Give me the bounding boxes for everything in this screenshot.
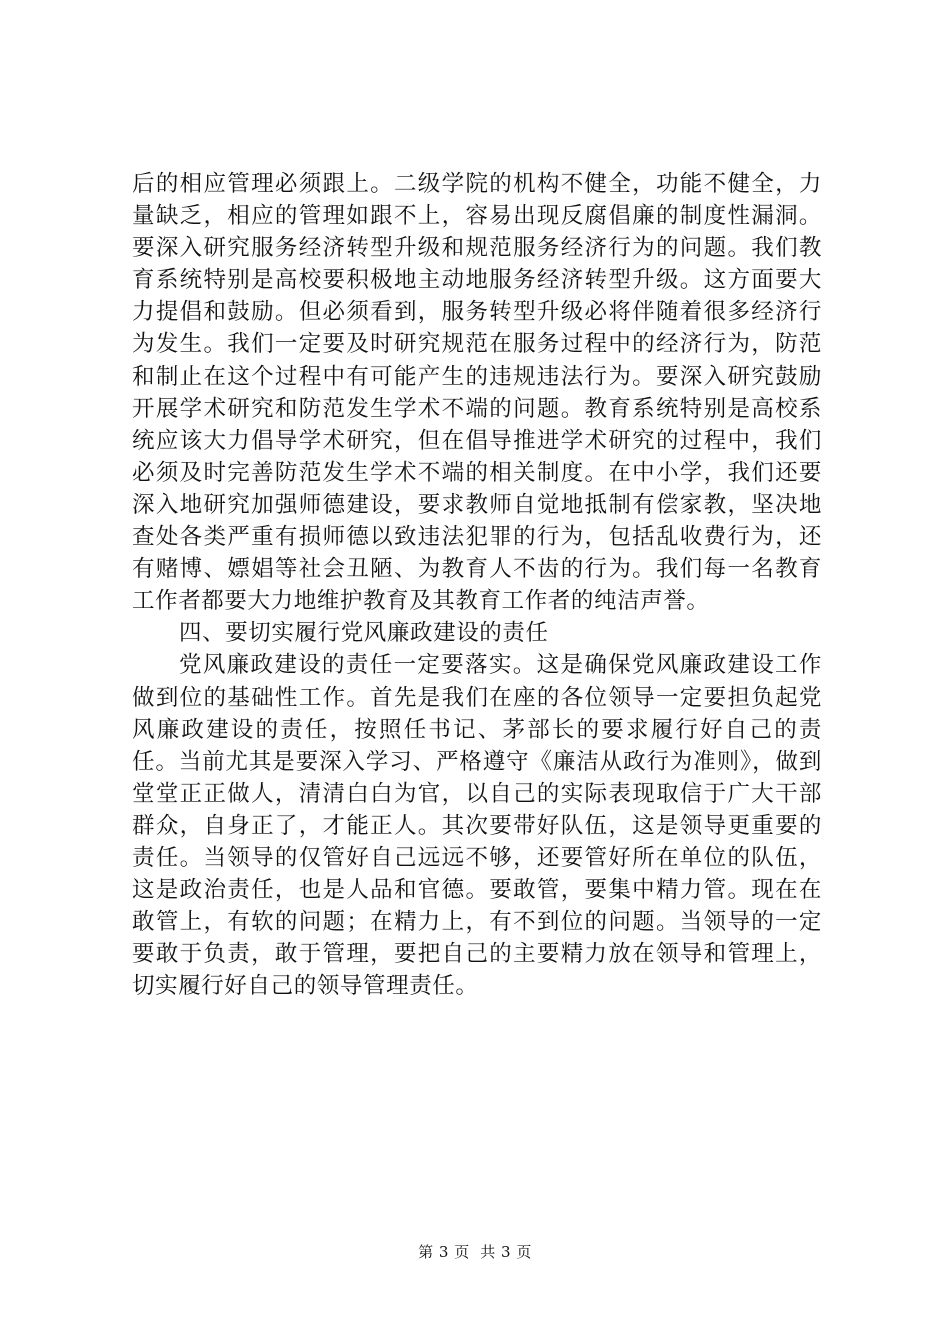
paragraph-responsibility: 党风廉政建设的责任一定要落实。这是确保党风廉政建设工作做到位的基础性工作。首先是我们在座的各位领导一定要担负起党风廉政建设的责任，按照任书记、茅部长的要求履行好自己的责任。当前尤其是要深入学习、严格遵守《廉洁从政行为准则》，做到堂堂正正做人，清清白白为官，以自己的实际表现取信于广大干部群众，自身正了，才能正人。其次要带好队伍，这是领导更重要的责任。当领导的仅管好自己远远不够，还要管好所在单位的队伍，这是政治责任，也是人品和官德。要敢管，要集中精力管。现在在敢管上，有软的问题；在精力上，有不到位的问题。当领导的一定要敢于负责，敢于管理，要把自己的主要精力放在领导和管理上，切实履行好自己的领导管理责任。 [132,652,822,1000]
paragraph-continuation: 后的相应管理必须跟上。二级学院的机构不健全，功能不健全，力量缺乏，相应的管理如跟不上，容易出现反腐倡廉的制度性漏洞。要深入研究服务经济转型升级和规范服务经济行为的问题。我们教育系统特别是高校要积极地主动地服务经济转型升级。这方面要大力提倡和鼓励。但必须看到，服务转型升级必将伴随着很多经济行为发生。我们一定要及时研究规范在服务过程中的经济行为，防范和制止在这个过程中有可能产生的违规违法行为。要深入研究鼓励开展学术研究和防范发生学术不端的问题。教育系统特别是高校系统应该大力倡导学术研究，但在倡导推进学术研究的过程中，我们必须及时完善防范发生学术不端的相关制度。在中小学，我们还要深入地研究加强师德建设，要求教师自觉地抵制有偿家教，坚决地查处各类严重有损师德以致违法犯罪的行为，包括乱收费行为，还有赌博、嫖娼等社会丑陋、为教育人不齿的行为。我们每一名教育工作者都要大力地维护教育及其教育工作者的纯洁声誉。 [132,171,822,615]
page-footer [0,1242,950,1262]
page-number-label: 第 3 页 共 3 页 [418,1243,532,1261]
section-heading: 四、要切实履行党风廉政建设的责任 [179,620,549,647]
body-text [132,168,822,1002]
